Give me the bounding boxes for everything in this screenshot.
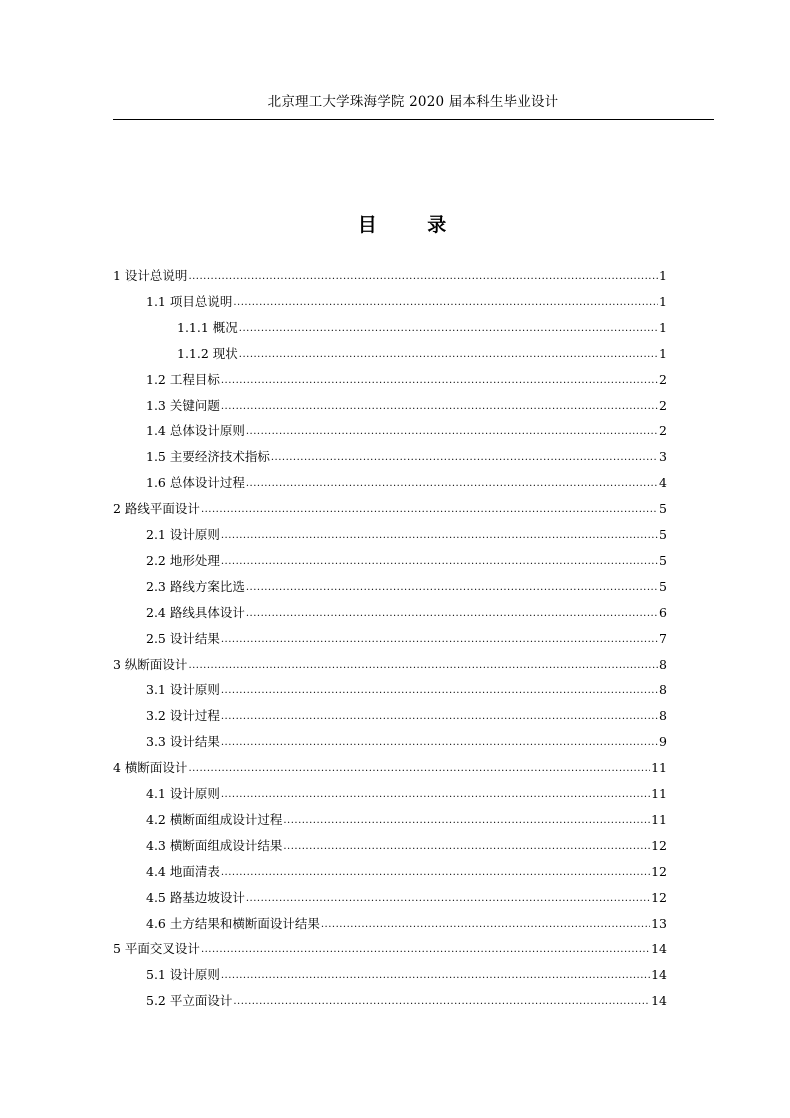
toc-dot-leader bbox=[221, 864, 650, 882]
toc-entry-title: 4.3 横断面组成设计结果 bbox=[146, 837, 283, 853]
toc-entry-title: 3.2 设计过程 bbox=[146, 708, 220, 724]
toc-entry[interactable] bbox=[113, 655, 667, 675]
toc-entry-title: 1.1.1 概况 bbox=[177, 319, 238, 335]
toc-dot-leader bbox=[201, 941, 650, 959]
toc-dot-leader bbox=[246, 890, 650, 908]
toc-entry-page-number: 6 bbox=[659, 604, 667, 620]
toc-entry-title: 1.5 主要经济技术指标 bbox=[146, 449, 270, 465]
toc-entry-page-number: 1 bbox=[659, 268, 667, 283]
toc-entry-title: 2.1 设计原则 bbox=[146, 527, 220, 542]
toc-entry-page-number: 5 bbox=[659, 552, 667, 568]
toc-dot-leader bbox=[221, 631, 658, 649]
toc-dot-leader bbox=[283, 812, 650, 830]
toc-entry-page-number: 11 bbox=[651, 811, 667, 827]
toc-entry[interactable] bbox=[146, 810, 667, 830]
toc-entry-page-number: 2 bbox=[659, 371, 667, 387]
toc-entry-title: 3 纵断面设计 bbox=[113, 656, 188, 672]
toc-entry-title: 1.4 总体设计原则 bbox=[146, 423, 245, 439]
toc-entry-title: 1.6 总体设计过程 bbox=[146, 475, 245, 491]
toc-entry-title: 4.4 地面清表 bbox=[146, 863, 220, 879]
toc-dot-leader bbox=[221, 734, 658, 752]
toc-dot-leader bbox=[239, 346, 658, 364]
toc-entry-title: 2.2 地形处理 bbox=[146, 552, 220, 568]
toc-entry[interactable] bbox=[177, 318, 667, 338]
toc-dot-leader bbox=[246, 605, 658, 623]
header-title: 北京理工大学珠海学院 2020 届本科生毕业设计 bbox=[267, 94, 559, 110]
toc-entry-title: 4.6 土方结果和横断面设计结果 bbox=[146, 915, 320, 931]
toc-dot-leader bbox=[321, 916, 650, 934]
toc-dot-leader bbox=[188, 760, 650, 778]
toc-entry-page-number: 4 bbox=[659, 475, 667, 491]
toc-entry-page-number: 11 bbox=[651, 786, 667, 801]
toc-dot-leader bbox=[221, 527, 658, 545]
toc-entry-title: 3.1 设计原则 bbox=[146, 682, 220, 698]
toc-entry-page-number: 12 bbox=[651, 863, 667, 879]
toc-entry[interactable] bbox=[146, 447, 667, 467]
toc-dot-leader bbox=[246, 579, 658, 597]
toc-entry-page-number: 2 bbox=[659, 397, 667, 413]
toc-entry-page-number: 1 bbox=[659, 345, 667, 361]
toc-entry-title: 2.5 设计结果 bbox=[146, 630, 220, 646]
toc-entry-page-number: 5 bbox=[659, 578, 667, 594]
toc-dot-leader bbox=[201, 501, 658, 519]
toc-entry-title: 1.1.2 现状 bbox=[177, 345, 238, 361]
toc-entry-page-number: 14 bbox=[651, 967, 667, 983]
toc-entry[interactable] bbox=[146, 603, 667, 623]
toc-entry-page-number: 8 bbox=[659, 656, 667, 672]
toc-entry[interactable] bbox=[146, 421, 667, 441]
toc-entry[interactable] bbox=[146, 914, 667, 934]
toc-entry[interactable] bbox=[146, 862, 667, 882]
toc-entry[interactable] bbox=[146, 370, 667, 390]
toc-dot-leader bbox=[221, 682, 658, 700]
toc-entry[interactable] bbox=[146, 292, 667, 312]
toc-entry[interactable] bbox=[146, 732, 667, 752]
toc-dot-leader bbox=[233, 294, 658, 312]
toc-entry-page-number: 1 bbox=[659, 319, 667, 335]
toc-entry[interactable] bbox=[113, 758, 667, 778]
toc-entry-title: 1 设计总说明 bbox=[113, 268, 188, 283]
toc-entry-title: 3.3 设计结果 bbox=[146, 734, 220, 750]
toc-entry[interactable] bbox=[146, 629, 667, 649]
toc-dot-leader bbox=[188, 268, 658, 286]
toc-entry[interactable] bbox=[177, 344, 667, 364]
toc-entry[interactable] bbox=[113, 499, 667, 519]
toc-dot-leader bbox=[188, 657, 658, 675]
toc-entry-page-number: 11 bbox=[651, 760, 667, 776]
toc-entry-page-number: 8 bbox=[659, 682, 667, 698]
toc-dot-leader bbox=[221, 708, 658, 726]
toc-entry[interactable] bbox=[146, 551, 667, 571]
toc-entry-title: 5.1 设计原则 bbox=[146, 967, 220, 983]
toc-dot-leader bbox=[221, 398, 658, 416]
toc-title: 目 录 bbox=[357, 214, 469, 236]
toc-entry-page-number: 14 bbox=[651, 941, 667, 957]
toc-entry-page-number: 14 bbox=[651, 993, 667, 1009]
toc-entry-title: 1.2 工程目标 bbox=[146, 371, 220, 387]
toc-entry-page-number: 1 bbox=[659, 293, 667, 309]
toc-entry-title: 1.1 项目总说明 bbox=[146, 293, 233, 309]
toc-entry-title: 4.5 路基边坡设计 bbox=[146, 889, 245, 905]
toc-entry-page-number: 5 bbox=[659, 527, 667, 542]
toc-dot-leader bbox=[233, 993, 650, 1011]
page-header bbox=[113, 92, 713, 120]
toc-dot-leader bbox=[246, 475, 658, 493]
toc-entry-page-number: 2 bbox=[659, 423, 667, 439]
toc-entry-page-number: 13 bbox=[651, 915, 667, 931]
toc-entry-title: 4.1 设计原则 bbox=[146, 786, 220, 801]
toc-entry-title: 2.4 路线具体设计 bbox=[146, 604, 245, 620]
toc-entry-page-number: 12 bbox=[651, 889, 667, 905]
toc-entry-title: 5.2 平立面设计 bbox=[146, 993, 233, 1009]
toc-entry[interactable] bbox=[146, 784, 667, 804]
toc-entry-title: 2 路线平面设计 bbox=[113, 501, 200, 517]
toc-entry[interactable] bbox=[146, 991, 667, 1011]
toc-entry-title: 2.3 路线方案比选 bbox=[146, 578, 245, 594]
toc-entry[interactable] bbox=[113, 939, 667, 959]
toc-entry-title: 5 平面交叉设计 bbox=[113, 941, 200, 957]
toc-entry[interactable] bbox=[146, 836, 667, 856]
toc-entry-title: 4 横断面设计 bbox=[113, 760, 188, 776]
toc-dot-leader bbox=[239, 320, 658, 338]
toc-entry[interactable] bbox=[146, 965, 667, 985]
toc-entry[interactable] bbox=[146, 706, 667, 726]
toc-dot-leader bbox=[221, 553, 658, 571]
toc-entry[interactable] bbox=[146, 396, 667, 416]
toc-dot-leader bbox=[221, 786, 650, 804]
toc-entry-page-number: 9 bbox=[659, 734, 667, 750]
toc-entry[interactable] bbox=[146, 888, 667, 908]
toc-entry-page-number: 3 bbox=[659, 449, 667, 465]
toc-entry[interactable] bbox=[146, 473, 667, 493]
toc-entry[interactable] bbox=[146, 680, 667, 700]
toc-entry[interactable] bbox=[113, 266, 667, 286]
toc-dot-leader bbox=[221, 967, 650, 985]
toc-entry-page-number: 7 bbox=[659, 630, 667, 646]
toc-dot-leader bbox=[246, 423, 658, 441]
toc-entry[interactable] bbox=[146, 577, 667, 597]
toc-entry-page-number: 8 bbox=[659, 708, 667, 724]
toc-entry-page-number: 5 bbox=[659, 501, 667, 517]
toc-dot-leader bbox=[221, 372, 658, 390]
toc-dot-leader bbox=[271, 449, 658, 467]
toc-entry-title: 1.3 关键问题 bbox=[146, 397, 220, 413]
header-divider bbox=[113, 119, 714, 120]
toc-entry[interactable] bbox=[146, 525, 667, 545]
toc-dot-leader bbox=[283, 838, 650, 856]
toc-entry-title: 4.2 横断面组成设计过程 bbox=[146, 811, 283, 827]
toc-entry-page-number: 12 bbox=[651, 837, 667, 853]
